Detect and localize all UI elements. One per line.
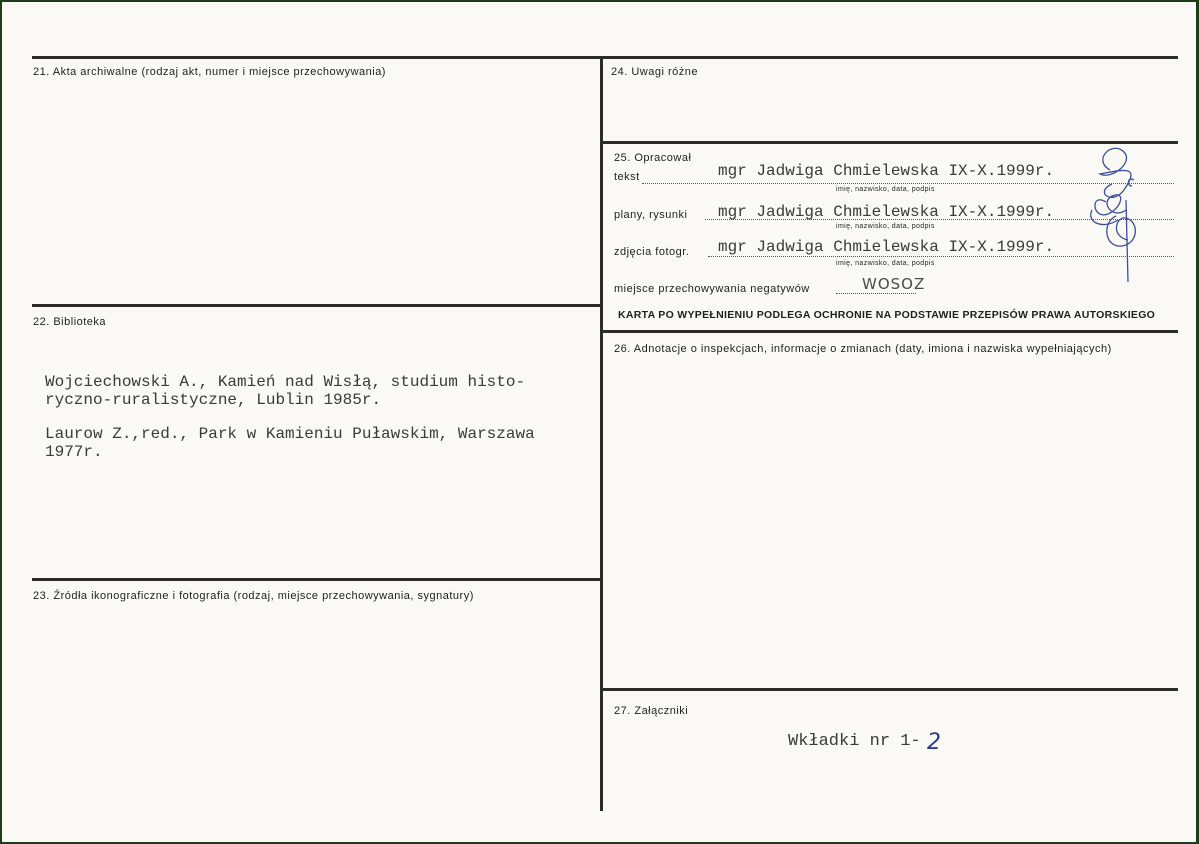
bibliography-entry-2-line-2: 1977r. [45, 443, 103, 461]
section-22-label: 22. Biblioteka [33, 316, 107, 328]
section-27-label: 27. Załączniki [614, 705, 689, 717]
attachments-handwritten-number: 2 [927, 730, 941, 755]
plany-value: mgr Jadwiga Chmielewska IX-X.1999r. [718, 203, 1055, 221]
negatywy-value: WOSOZ [862, 275, 926, 293]
zdjecia-label: zdjęcia fotogr. [614, 246, 690, 258]
center-divider [600, 56, 603, 811]
bibliography-entry-1-line-2: ryczno-ruralistyczne, Lublin 1985r. [45, 391, 382, 409]
section-24-label: 24. Uwagi różne [611, 66, 698, 78]
signature-scribble [1082, 140, 1152, 285]
bibliography-entry-1-line-1: Wojciechowski A., Kamień nad Wisłą, studium histo- [45, 373, 526, 391]
zdjecia-value: mgr Jadwiga Chmielewska IX-X.1999r. [718, 238, 1055, 256]
section-25-label: 25. Opracował [614, 152, 692, 164]
negatywy-label: miejsce przechowywania negatywów [614, 283, 810, 295]
copyright-notice: KARTA PO WYPEŁNIENIU PODLEGA OCHRONIE NA PODSTAWIE PRZEPISÓW PRAWA AUTORSKIEGO [618, 309, 1156, 321]
attachments-value: Wkładki nr 1- [788, 732, 921, 751]
top-rule [32, 56, 1178, 59]
rule-26 [600, 330, 1178, 333]
plany-caption: imię, nazwisko, data, podpis [836, 223, 935, 230]
section-23-label: 23. Źródła ikonograficzne i fotografia (rodzaj, miejsce przechowywania, sygnatury) [33, 590, 474, 602]
zdjecia-caption: imię, nazwisko, data, podpis [836, 260, 935, 267]
rule-22 [32, 304, 603, 307]
tekst-value: mgr Jadwiga Chmielewska IX-X.1999r. [718, 162, 1055, 180]
plany-label: plany, rysunki [614, 209, 688, 221]
negatywy-dotted-line [836, 293, 916, 294]
rule-23 [32, 578, 603, 581]
tekst-label: tekst [614, 171, 640, 183]
section-21-label: 21. Akta archiwalne (rodzaj akt, numer i miejsce przechowywania) [33, 66, 386, 78]
bibliography-entry-2-line-1: Laurow Z.,red., Park w Kamieniu Puławskim, Warszawa [45, 425, 535, 443]
rule-27 [600, 688, 1178, 691]
record-card [2, 2, 1196, 842]
section-26-label: 26. Adnotacje o inspekcjach, informacje o zmianach (daty, imiona i nazwiska wypełniających) [614, 343, 1112, 355]
tekst-caption: imię, nazwisko, data, podpis [836, 186, 935, 193]
